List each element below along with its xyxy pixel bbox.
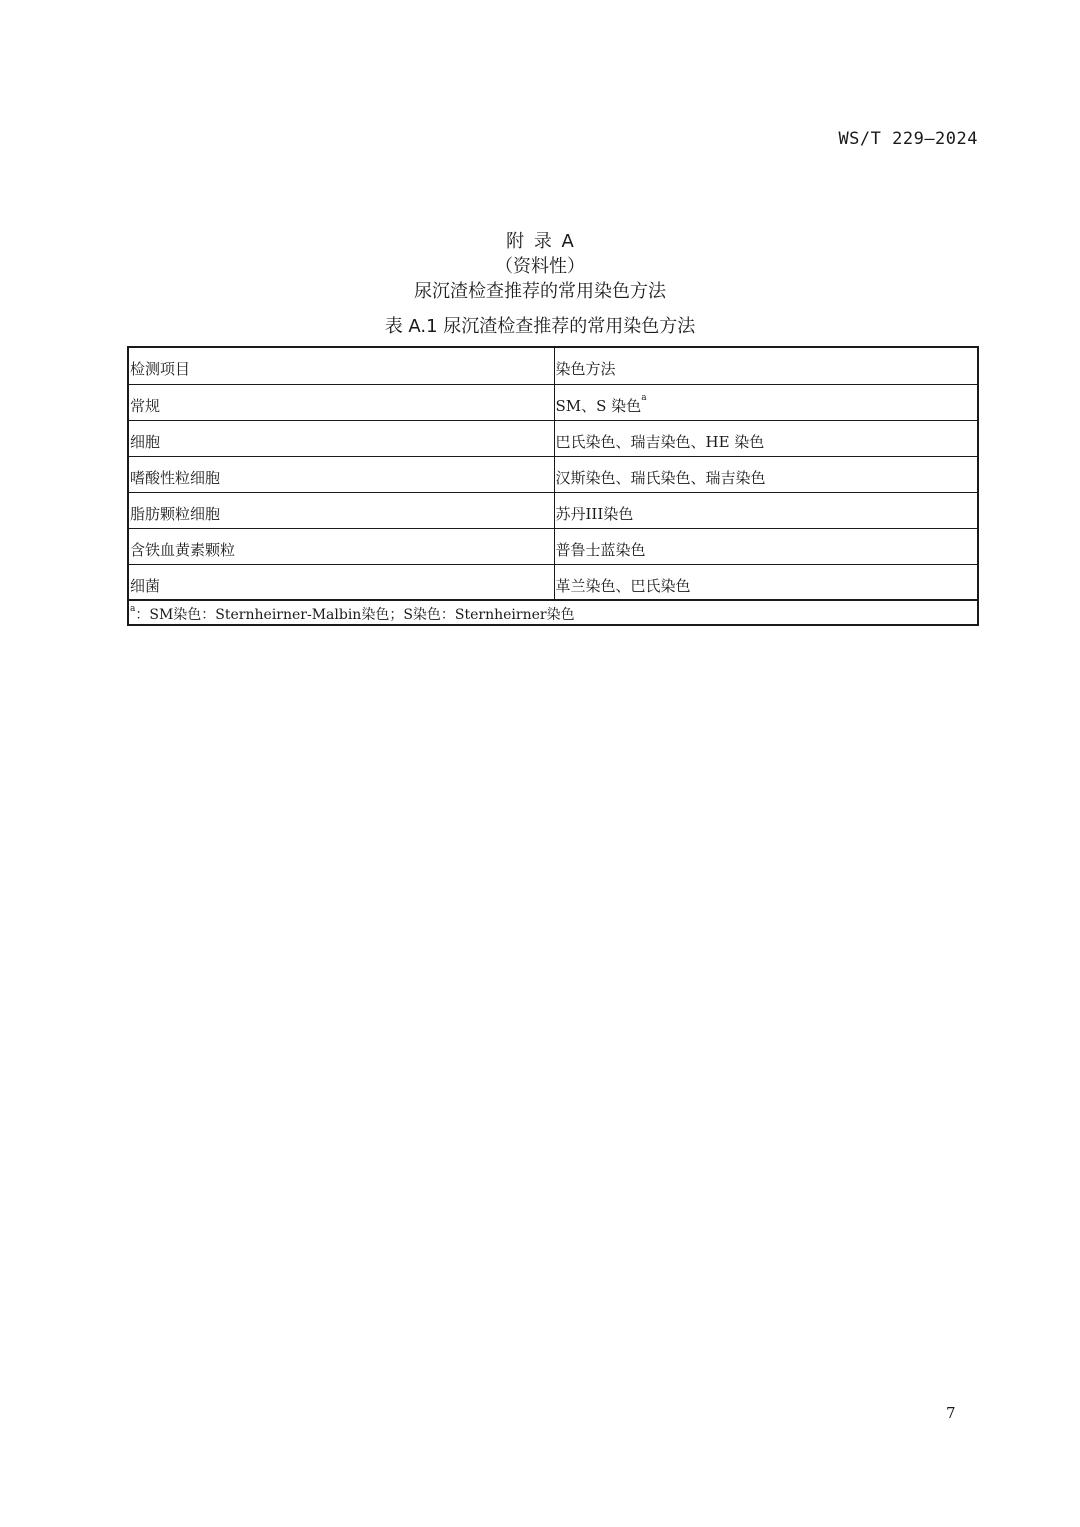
footnote-mark: a — [130, 604, 136, 614]
method-cell: 巴氏染色、瑞吉染色、HE 染色 — [554, 420, 977, 456]
table-footnote — [129, 600, 977, 624]
page-number: 7 — [946, 1404, 956, 1422]
appendix-title: 尿沉渣检查推荐的常用染色方法 — [414, 281, 666, 302]
method-cell — [554, 384, 977, 420]
staining-methods-table — [127, 346, 979, 626]
footnote-text: ：SM染色：Sternheirner-Malbin染色；S染色：Sternheirner染色 — [135, 607, 575, 623]
table-row — [129, 564, 977, 600]
table-row — [129, 528, 977, 564]
method-cell: 普鲁士蓝染色 — [554, 528, 977, 564]
item-cell: 脂肪颗粒细胞 — [129, 492, 554, 528]
table-caption: 表 A.1 尿沉渣检查推荐的常用染色方法 — [384, 316, 696, 337]
method-cell: 苏丹III染色 — [554, 492, 977, 528]
table-header-row — [129, 348, 977, 384]
item-cell: 含铁血黄素颗粒 — [129, 528, 554, 564]
method-text: SM、S 染色 — [555, 396, 642, 415]
appendix-label: 附 录 A — [506, 231, 574, 252]
table-row — [129, 456, 977, 492]
footnote-mark: a — [641, 392, 647, 403]
item-cell: 嗜酸性粒细胞 — [129, 456, 554, 492]
header-cell-method: 染色方法 — [555, 360, 616, 378]
table-footnote-row — [129, 600, 977, 624]
appendix-type: （资料性） — [495, 256, 585, 277]
table-row — [129, 492, 977, 528]
method-cell: 汉斯染色、瑞氏染色、瑞吉染色 — [554, 456, 977, 492]
header-cell-item: 检测项目 — [129, 348, 554, 384]
table-row — [129, 384, 977, 420]
table-row — [129, 420, 977, 456]
item-cell: 常规 — [129, 384, 554, 420]
method-cell: 革兰染色、巴氏染色 — [554, 564, 977, 600]
item-cell: 细菌 — [129, 564, 554, 600]
item-cell: 细胞 — [129, 420, 554, 456]
standard-code: WS/T 229—2024 — [838, 129, 978, 149]
